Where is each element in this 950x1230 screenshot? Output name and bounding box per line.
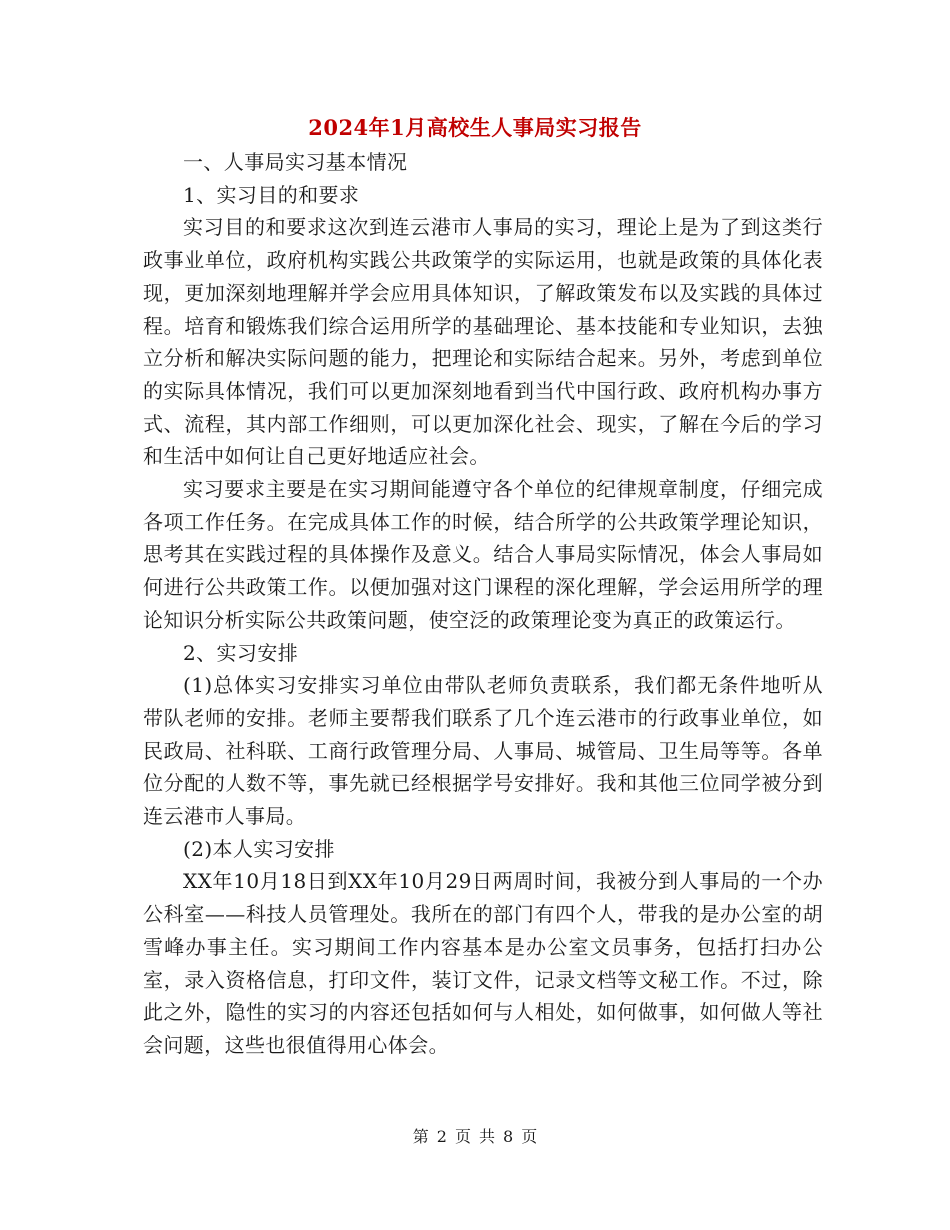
footer-total-label: 共: [479, 1127, 496, 1146]
paragraph-requirements: 实习要求主要是在实习期间能遵守各个单位的纪律规章制度，仔细完成各项工作任务。在完成具体工作的时候，结合所学的公共政策学理论知识，思考其在实践过程的具体操作及意义。结合人事局实际情况，体会人事局如何进行公共政策工作。以便加强对这门课程的深化理解，学会运用所学的理论知识分析实际公共政策问题，使空泛的政策理论变为真正的政策运行。: [143, 477, 823, 632]
footer-prefix: 第: [412, 1127, 429, 1146]
subsection-heading-personal-arrangement: (2)本人实习安排: [183, 836, 335, 861]
paragraph-overall-arrangement: (1)总体实习安排实习单位由带队老师负责联系，我们都无条件地听从带队老师的安排。老师主要帮我们联系了几个连云港市的行政事业单位，如民政局、社科联、工商行政管理分局、人事局、城管局、卫生局等等。各单位分配的人数不等，事先就已经根据学号安排好。我和其他三位同学被分到连云港市人事局。: [143, 673, 823, 829]
document-title: 2024年1月高校生人事局实习报告: [308, 115, 642, 140]
footer-current-page: 2: [436, 1127, 447, 1146]
footer-suffix: 页: [521, 1127, 538, 1146]
paragraph-purpose: 实习目的和要求这次到连云港市人事局的实习，理论上是为了到这类行政事业单位，政府机构实践公共政策学的实际运用，也就是政策的具体化表现，更加深刻地理解并学会应用具体知识，了解政策发布以及实践的具体过程。培育和锻炼我们综合运用所学的基础理论、基本技能和专业知识，去独立分析和解决实际问题的能力，把理论和实际结合起来。另外，考虑到单位的实际具体情况，我们可以更加深刻地看到当代中国行政、政府机构办事方式、流程，其内部工作细则，可以更加深化社会、现实，了解在今后的学习和生活中如何让自己更好地适应社会。: [143, 215, 823, 469]
footer-mid: 页: [454, 1127, 471, 1146]
footer-total-pages: 8: [503, 1127, 514, 1146]
subsection-heading-purpose: 1、实习目的和要求: [183, 182, 360, 207]
paragraph-personal-arrangement: XX年10月18日到XX年10月29日两周时间，我被分到人事局的一个办公科室——科技人员管理处。我所在的部门有四个人，带我的是办公室的胡雪峰办事主任。实习期间工作内容基本是办公室文员事务，包括打扫办公室，录入资格信息，打印文件，装订文件，记录文档等文秘工作。不过，除此之外，隐性的实习的内容还包括如何与人相处，如何做事，如何做人等社会问题，这些也很值得用心体会。: [143, 869, 823, 1057]
document-body: [143, 146, 823, 1062]
page-footer: [0, 1124, 950, 1147]
section-heading-basic-info: 一、人事局实习基本情况: [183, 150, 408, 174]
subsection-heading-arrangement: 2、实习安排: [183, 640, 299, 665]
